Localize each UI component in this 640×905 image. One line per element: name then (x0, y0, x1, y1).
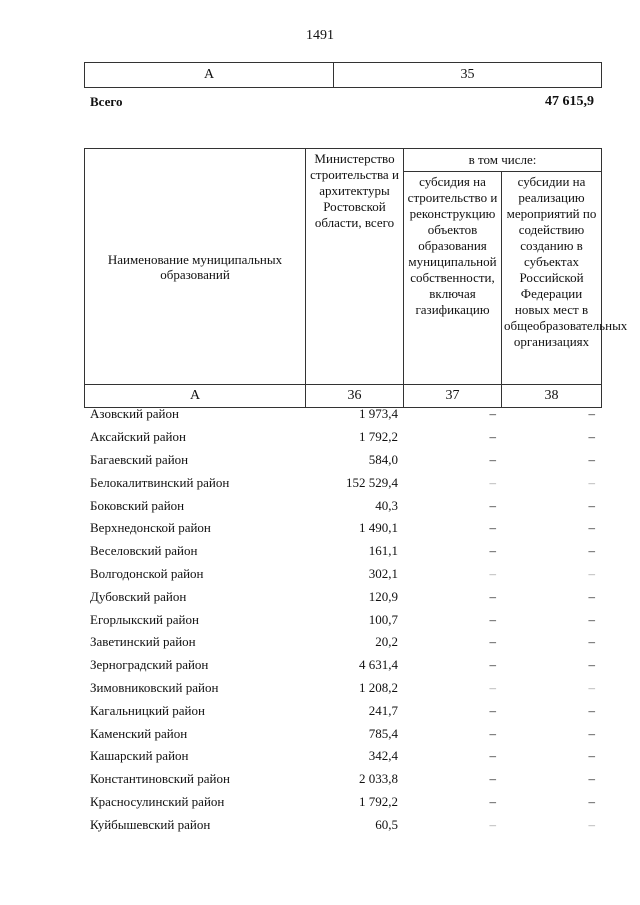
row-name: Заветинский район (90, 634, 196, 650)
row-col37: – (489, 451, 496, 467)
header-including: в том числе: (404, 149, 602, 172)
row-col38: – (588, 497, 595, 513)
table-row (84, 585, 601, 608)
row-name: Егорлыкский район (90, 611, 199, 627)
row-name: Волгодонской район (90, 565, 204, 581)
prev-table-header (84, 62, 602, 88)
row-col38: – (588, 679, 595, 695)
row-col38: – (588, 634, 595, 650)
page-number: 1491 (306, 28, 334, 43)
row-col37: – (489, 406, 496, 422)
row-name: Верхнедонской район (90, 520, 211, 536)
row-col37: – (489, 474, 496, 490)
table-row (84, 722, 601, 745)
row-col38: – (588, 474, 595, 490)
row-col38: – (588, 793, 595, 809)
row-col38: – (588, 611, 595, 627)
table-row (84, 677, 601, 700)
row-col38: – (588, 565, 595, 581)
row-col37: – (489, 611, 496, 627)
row-total: 584,0 (368, 451, 398, 467)
row-col38: – (588, 406, 595, 422)
row-name: Куйбышевский район (90, 816, 211, 832)
data-table (84, 403, 601, 836)
row-total: 302,1 (368, 565, 398, 581)
row-name: Кашарский район (90, 748, 189, 764)
row-total: 1 973,4 (359, 406, 398, 422)
row-col38: – (588, 816, 595, 832)
row-total: 241,7 (368, 702, 398, 718)
row-name: Азовский район (90, 406, 179, 422)
header-name: Наименование муниципальных образований (85, 149, 306, 385)
row-col38: – (588, 588, 595, 604)
row-name: Белокалитвинский район (90, 474, 230, 490)
row-total: 785,4 (368, 725, 398, 741)
row-col37: – (489, 771, 496, 787)
row-name: Красносулинский район (90, 793, 225, 809)
row-col37: – (489, 702, 496, 718)
header-sub1: субсидия на строительство и реконструкцию объектов образования муниципальной собственности, включая газификацию (404, 172, 502, 385)
row-col38: – (588, 451, 595, 467)
row-col37: – (489, 679, 496, 695)
table-row (84, 768, 601, 791)
row-name: Аксайский район (90, 429, 186, 445)
row-total: 1 490,1 (359, 520, 398, 536)
row-name: Веселовский район (90, 543, 198, 559)
total-label: Всего (90, 94, 123, 109)
row-col38: – (588, 748, 595, 764)
row-col37: – (489, 748, 496, 764)
row-col38: – (588, 657, 595, 673)
row-name: Дубовский район (90, 588, 187, 604)
row-name: Боковский район (90, 497, 185, 513)
row-total: 100,7 (368, 611, 398, 627)
table-row (84, 608, 601, 631)
table-header (84, 148, 628, 408)
row-name: Константиновский район (90, 771, 230, 787)
row-total: 60,5 (375, 816, 398, 832)
row-col38: – (588, 520, 595, 536)
row-col38: – (588, 543, 595, 559)
row-name: Кагальницкий район (90, 702, 205, 718)
header-sub2: субсидии на реализацию мероприятий по содействию созданию в субъектах Российской Федерации новых мест в общеобразовательных организациях (502, 172, 602, 385)
row-name: Багаевский район (90, 451, 189, 467)
table-row (84, 517, 601, 540)
row-total: 20,2 (375, 634, 398, 650)
row-total: 1 208,2 (359, 679, 398, 695)
header-ministry: Министерство строительства и архитектуры Ростовской области, всего (306, 149, 404, 385)
row-total: 120,9 (368, 588, 398, 604)
row-total: 1 792,2 (359, 793, 398, 809)
row-col37: – (489, 565, 496, 581)
row-name: Каменский район (90, 725, 188, 741)
table-row (84, 813, 601, 836)
prev-col-35: 35 (334, 63, 602, 88)
row-total: 1 792,2 (359, 429, 398, 445)
row-total: 161,1 (368, 543, 398, 559)
prev-col-a: А (85, 63, 334, 88)
table-row (84, 494, 601, 517)
col-number-36: 36 (306, 385, 404, 408)
row-col37: – (489, 543, 496, 559)
table-row (84, 631, 601, 654)
row-col37: – (489, 657, 496, 673)
row-col38: – (588, 771, 595, 787)
row-col37: – (489, 793, 496, 809)
table-row (84, 745, 601, 768)
row-col37: – (489, 816, 496, 832)
row-col38: – (588, 725, 595, 741)
table-row (84, 540, 601, 563)
table-row (84, 426, 601, 449)
row-total: 4 631,4 (359, 657, 398, 673)
table-row (84, 449, 601, 472)
row-col37: – (489, 588, 496, 604)
row-name: Зимовниковский район (90, 679, 219, 695)
row-total: 40,3 (375, 497, 398, 513)
row-col37: – (489, 429, 496, 445)
table-row (84, 699, 601, 722)
col-number-a: А (85, 385, 306, 408)
row-col38: – (588, 429, 595, 445)
table-row (84, 791, 601, 814)
table-row (84, 471, 601, 494)
table-row (84, 563, 601, 586)
total-value: 47 615,9 (545, 94, 594, 109)
col-number-37: 37 (404, 385, 502, 408)
row-total: 2 033,8 (359, 771, 398, 787)
row-name: Зерноградский район (90, 657, 209, 673)
table-row (84, 654, 601, 677)
row-col37: – (489, 497, 496, 513)
row-col37: – (489, 725, 496, 741)
table-row (84, 403, 601, 426)
row-col37: – (489, 520, 496, 536)
row-total: 342,4 (368, 748, 398, 764)
row-total: 152 529,4 (346, 474, 398, 490)
row-col38: – (588, 702, 595, 718)
col-number-38: 38 (502, 385, 602, 408)
row-col37: – (489, 634, 496, 650)
